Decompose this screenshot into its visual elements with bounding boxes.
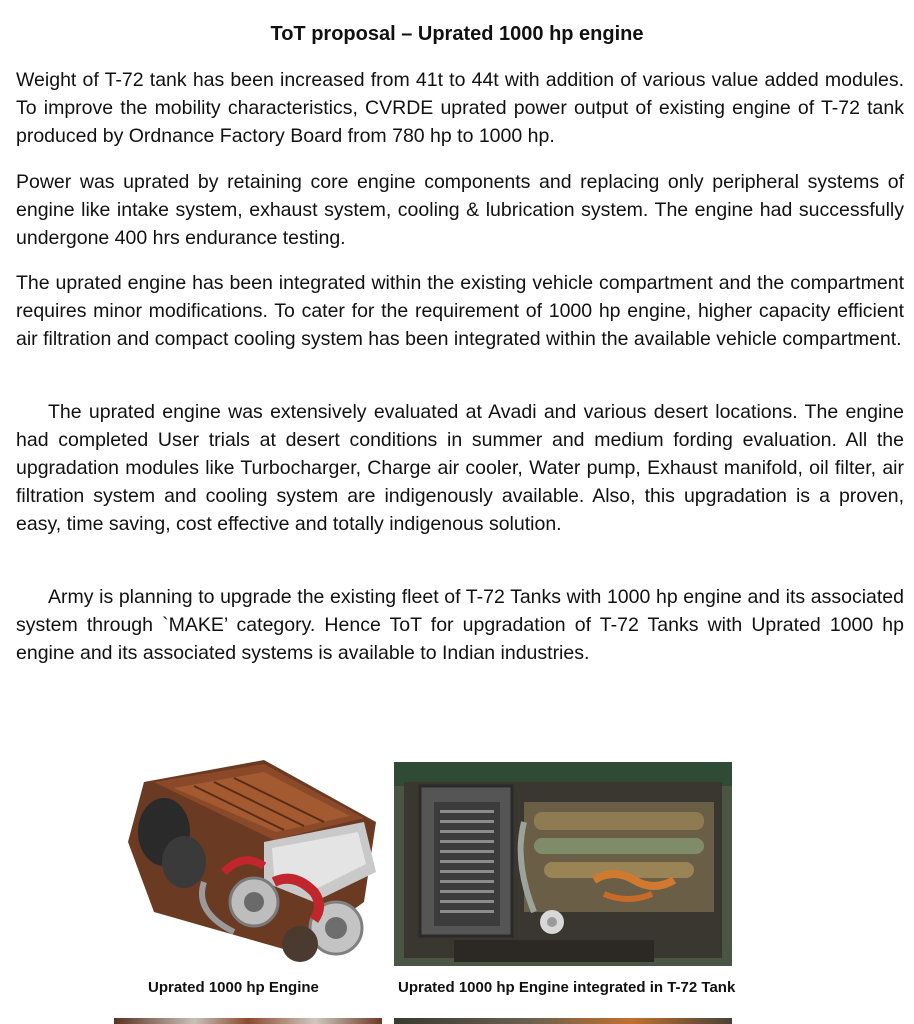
document-title: ToT proposal – Uprated 1000 hp engine	[270, 23, 644, 45]
next-photo-left-edge	[114, 1018, 382, 1024]
tank-compartment-photo	[394, 762, 732, 966]
paragraph-weight-increase: Weight of T-72 tank has been increased from 41t to 44t with addition of various value added modules. To improve the mobility characteristics, CVRDE uprated power output of existing engine of T-72 tank produced by Ordnance Factory Board from 780 hp to 1000 hp.	[16, 69, 904, 147]
next-photo-right-edge	[394, 1018, 732, 1024]
tank-photo-caption: Uprated 1000 hp Engine integrated in T-72 Tank	[398, 979, 736, 996]
engine-photo	[114, 752, 390, 966]
paragraph-army-plan: Army is planning to upgrade the existing fleet of T-72 Tanks with 1000 hp engine and its associated system through `MAKE’ category. Hence ToT for upgradation of T-72 Tanks with Uprated 1000 hp engine and its associated systems is available to Indian industries.	[16, 586, 904, 664]
paragraph-power-uprating: Power was uprated by retaining core engine components and replacing only peripheral systems of engine like intake system, exhaust system, cooling & lubrication system. The engine had successfully undergone 400 hrs endurance testing.	[16, 171, 904, 249]
paragraph-evaluation: The uprated engine was extensively evaluated at Avadi and various desert locations. The engine had completed User trials at desert conditions in summer and medium fording evaluation. All the upgradation modules like Turbocharger, Charge air cooler, Water pump, Exhaust manifold, oil filter, air filtration system and cooling system are indigenously available. Also, this upgradation is a proven, easy, time saving, cost effective and totally indigenous solution.	[16, 401, 904, 535]
paragraph-integration: The uprated engine has been integrated within the existing vehicle compartment and the compartment requires minor modifications. To cater for the requirement of 1000 hp engine, higher capacity efficient air filtration and compact cooling system has been integrated within the available vehicle compartment.	[16, 272, 904, 350]
engine-photo-caption: Uprated 1000 hp Engine	[148, 979, 319, 996]
